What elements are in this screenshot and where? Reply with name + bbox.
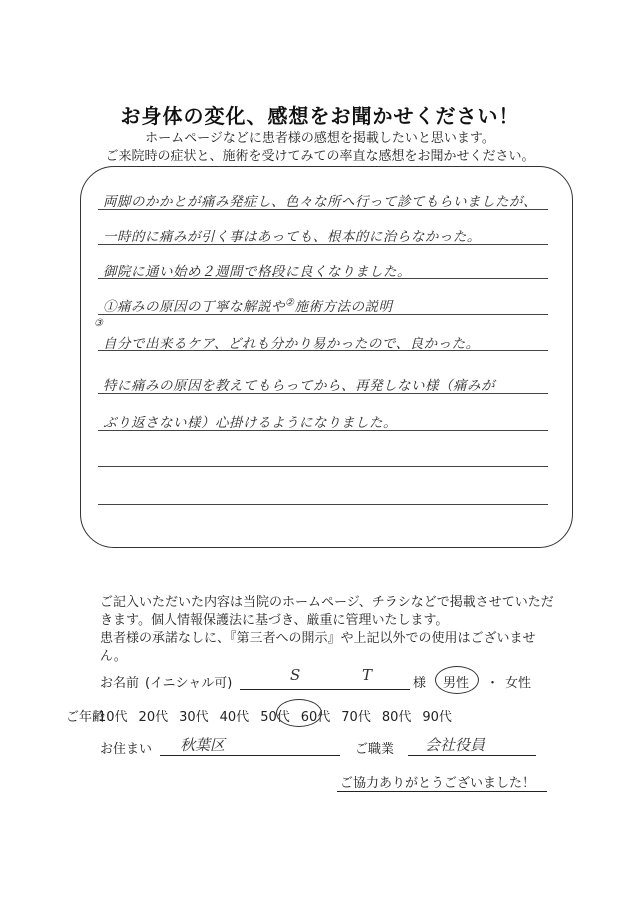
job-value: 会社役員 [425,736,486,754]
comment-line-2: 一時的に痛みが引く事はあっても、根本的に治らなかった。 [103,229,481,245]
selected-age-circle [276,699,322,727]
age-option-60s: 60代 [300,710,331,725]
comment-line-4-part-b: 施術方法の説明 [294,299,393,315]
name-label: お名前 [100,676,140,691]
gender-male-circle [435,666,479,694]
comment-line-6: 特に痛みの原因を教えてもらってから、再発しない様（痛みが [103,378,495,394]
comment-line-7: ぶり返さない様）心掛けるようになりました。 [103,415,397,431]
comment-line-3: 御院に通い始め２週間で格段に良くなりました。 [103,264,411,280]
comment-rule [98,466,548,467]
page-subtitle-line1: ホームページなどに患者様の感想を掲載したいと思います。 [145,131,495,146]
thanks-message: ご協力ありがとうございました！ [340,776,536,791]
comment-line-4 [103,295,553,315]
age-option-10s: 10代 [98,710,128,725]
name-hint: (イニシャル可) [145,676,233,691]
sama-label: 様 [413,676,427,691]
thanks-underline [337,791,547,792]
privacy-notice-line3: 患者様の承諾なしに、『第三者への開示』や上記以外での使用はございませ [100,631,536,646]
comment-line-4-part-a: 痛みの原因の丁寧な解説や [117,299,285,315]
gender-female: 女性 [505,676,532,691]
comment-line-1: 両脚のかかとが痛み発症し、色々な所へ行って診てもらいましたが、 [103,194,537,210]
address-underline [160,755,340,756]
age-option-40s: 40代 [219,710,250,725]
privacy-notice-line1: ご記入いただいた内容は当院のホームページ、チラシなどで掲載させていただ [100,595,554,610]
comment-number-2: ② [285,297,295,309]
comment-frame [80,166,573,548]
age-option-30s: 30代 [179,710,209,725]
address-label: お住まい [100,742,153,757]
job-label: ご職業 [355,742,395,757]
name-underline [240,689,410,690]
comment-line-5: 自分で出来るケア、どれも分かり易かったので、良かった。 [103,336,480,352]
age-label: ご年齢 [66,710,106,725]
age-option-20s: 20代 [138,710,169,725]
gender-male: 男性 [443,676,470,691]
name-initial-1: S [290,666,301,684]
age-option-50s: 50代 [260,710,290,725]
privacy-notice-line4: ん。 [100,649,127,664]
age-option-80s: 80代 [381,710,412,725]
address-value: 秋葉区 [180,736,226,754]
page-title: お身体の変化、感想をお聞かせください！ [120,104,520,128]
comment-number-1: ① [103,299,117,315]
page-subtitle-line2: ご来院時の症状と、施術を受けてみての率直な感想をお聞かせください。 [105,149,535,164]
comment-rule [98,504,548,505]
comment-number-3: ③ [94,318,104,329]
privacy-notice-line2: きます。個人情報保護法に基づき、厳重に管理いたします。 [100,613,449,628]
name-initial-2: T [362,666,373,684]
gender-separator: ・ [486,676,500,691]
job-underline [408,755,536,756]
age-option-90s: 90代 [422,710,452,725]
age-option-70s: 70代 [341,710,371,725]
